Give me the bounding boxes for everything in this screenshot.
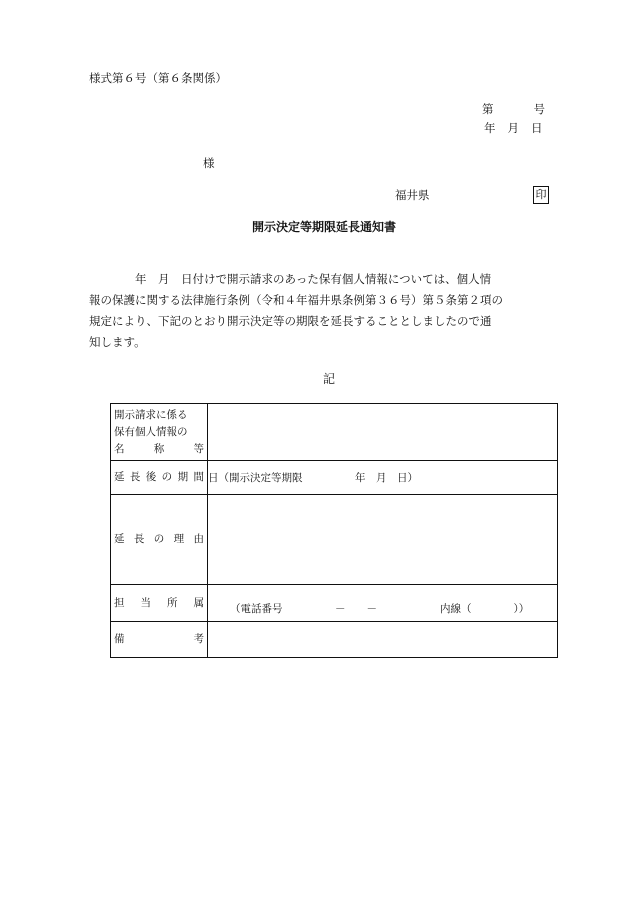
label-line	[114, 531, 204, 548]
ki-heading: 記	[323, 372, 336, 386]
label-char: 当	[140, 596, 151, 609]
label-char: 理	[173, 533, 185, 545]
form-number: 様式第６号（第６条関係）	[89, 71, 227, 85]
document-title: 開示決定等期限延長通知書	[252, 220, 397, 234]
body-line: 報の保護に関する法律施行条例（令和４年福井県条例第３６号）第５条第２項の	[89, 293, 503, 307]
notice-body	[89, 269, 559, 353]
body-line: 知します。	[89, 335, 146, 349]
label-line: 開示請求に係る	[114, 408, 188, 421]
requested-info-value	[208, 404, 558, 461]
remarks-label	[111, 622, 208, 658]
document-number-prefix: 第	[482, 102, 494, 116]
label-line	[114, 441, 204, 458]
date-month: 月	[507, 121, 519, 135]
recipient-suffix: 様	[203, 156, 215, 170]
label-char: 称	[153, 442, 165, 455]
seal-stamp: 印	[533, 186, 549, 204]
label-char: 考	[193, 633, 204, 645]
label-line	[114, 631, 204, 648]
table-row	[111, 585, 558, 622]
label-line	[114, 595, 204, 612]
label-char: 備	[114, 633, 125, 645]
label-char: 等	[193, 442, 204, 455]
table-row	[111, 622, 558, 658]
department-label	[111, 585, 208, 622]
body-line: 規定により、下記のとおり開示決定等の期限を延長することとしましたので通	[89, 314, 492, 328]
table-row	[111, 495, 558, 585]
date-day: 日	[531, 121, 543, 135]
label-char: 期	[177, 471, 189, 483]
label-char: の	[161, 471, 173, 483]
extended-period-text: 日（開示決定等期限 年 月 日）	[208, 472, 418, 484]
remarks-value	[208, 622, 558, 658]
label-char: 間	[193, 471, 204, 483]
department-phone-text: （電話番号 － － 内線（ ））	[230, 602, 530, 615]
label-char: 由	[193, 533, 204, 545]
label-char: 担	[114, 596, 125, 609]
label-char: 後	[145, 471, 157, 483]
label-char: 属	[193, 596, 204, 609]
label-char: 長	[133, 533, 145, 545]
date-year: 年	[484, 121, 496, 135]
label-char: 長	[129, 471, 141, 483]
extension-reason-label	[111, 495, 208, 585]
document-number-suffix: 号	[533, 102, 545, 116]
body-line: 年 月 日付けで開示請求のあった保有個人情報については、個人情	[89, 272, 492, 286]
label-char: の	[153, 533, 165, 545]
department-value	[208, 585, 558, 622]
label-char: 延	[114, 533, 125, 545]
extended-period-label	[111, 461, 208, 495]
label-line	[114, 469, 204, 486]
extension-reason-value	[208, 495, 558, 585]
label-char: 名	[114, 442, 125, 455]
issuer-name: 福井県	[395, 188, 430, 202]
label-char: 延	[114, 471, 125, 483]
label-char: 所	[167, 596, 178, 609]
document-number	[482, 104, 545, 116]
requested-info-label	[111, 404, 208, 461]
extended-period-value	[208, 461, 558, 495]
document-date	[484, 123, 543, 135]
label-line: 保有個人情報の	[114, 425, 188, 438]
table-row	[111, 461, 558, 495]
table-row	[111, 404, 558, 461]
details-table	[110, 403, 558, 658]
